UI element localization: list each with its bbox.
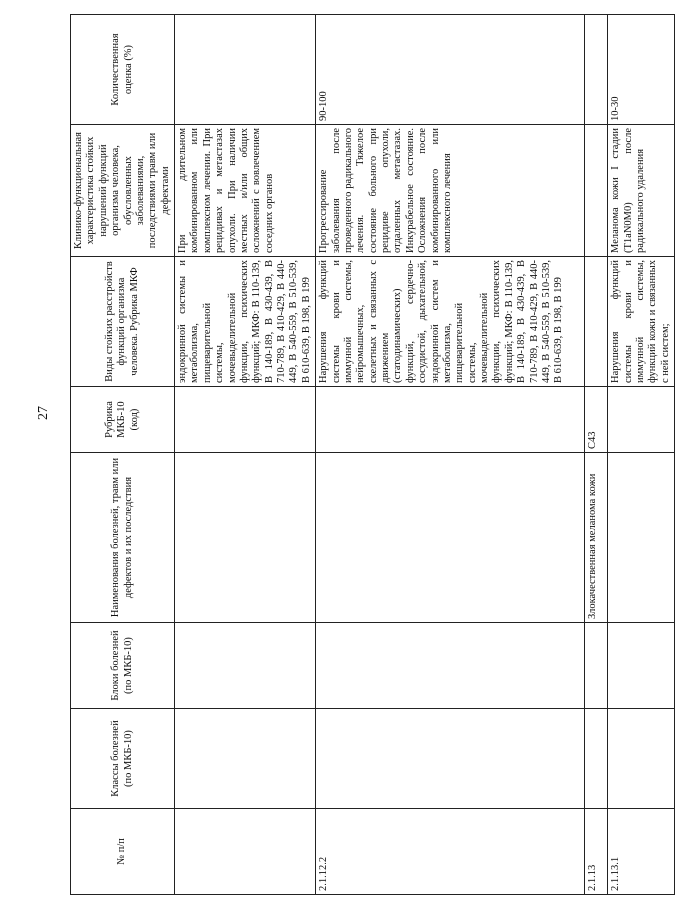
cell-classes (608, 709, 675, 809)
cell-score: 90-100 (316, 15, 585, 125)
cell-names: Злокачественная меланома кожи (585, 453, 608, 623)
cell-code (316, 387, 585, 453)
cell-score: 10-30 (608, 15, 675, 125)
disability-criteria-table (70, 14, 675, 895)
header-code: Рубрика МКБ-10 (код) (71, 387, 175, 453)
cell-blocks (608, 623, 675, 709)
cell-code: C43 (585, 387, 608, 453)
header-score: Количественная оценка (%) (71, 15, 175, 125)
cell-names (608, 453, 675, 623)
table-row (585, 15, 608, 895)
cell-blocks (585, 623, 608, 709)
cell-kinds: Нарушения функций системы крови и иммунной системы, нейромышечных, скелетных и связанных с движением (статодинамических) функций, сердечно-сосудистой, дыхательной, эндокринной систем и метаболизма, пищеварительной системы, мочевыделительной функции, психических функций; МКФ: B 110-139, B 140-189, B 430-439, B 710-789, B 410-429, B 440-449, B 540-559, B 510-539, B 610-639, B 198, B 199 (316, 257, 585, 387)
cell-kinds (585, 257, 608, 387)
cell-score (175, 15, 316, 125)
header-num: № п/п (71, 809, 175, 895)
table-row (608, 15, 675, 895)
cell-num: 2.1.13 (585, 809, 608, 895)
header-characteristics: Клинико-функциональная характеристика стойких нарушений функций организма человека, обусловленных заболеваниями, последствиями травм или дефектами (71, 125, 175, 257)
cell-kinds: Нарушения функций системы крови и иммунной системы, функций кожи и связанных с ней систем; (608, 257, 675, 387)
cell-kinds: эндокринной системы и метаболизма, пищеварительной системы, мочевыделительной функции, психических функций; МКФ: B 110-139, B 140-189, B 430-439, B 710-789, B 410-429, B 440-449, B 540-559, B 510-539, B 610-639, B 198, B 199 (175, 257, 316, 387)
cell-code (608, 387, 675, 453)
cell-num: 2.1.12.2 (316, 809, 585, 895)
cell-names (316, 453, 585, 623)
cell-code (175, 387, 316, 453)
table-row (175, 15, 316, 895)
page-number: 27 (36, 406, 51, 420)
cell-score (585, 15, 608, 125)
table-header-row (71, 15, 175, 895)
header-classes: Классы болезней (по МКБ-10) (71, 709, 175, 809)
table-row (316, 15, 585, 895)
cell-blocks (175, 623, 316, 709)
cell-names (175, 453, 316, 623)
header-kinds: Виды стойких расстройств функций организма человека. Рубрика МКФ (71, 257, 175, 387)
header-names: Наименования болезней, травм или дефектов и их последствия (71, 453, 175, 623)
cell-classes (175, 709, 316, 809)
cell-classes (585, 709, 608, 809)
cell-blocks (316, 623, 585, 709)
cell-num (175, 809, 316, 895)
cell-classes (316, 709, 585, 809)
cell-characteristics: При длительном комбинированном или комплексном лечении. При рецидивах и метастазах опухоли. При наличии местных и/или общих осложнений с вовлечением соседних органов (175, 125, 316, 257)
cell-characteristics (585, 125, 608, 257)
cell-characteristics: Меланома кожи I стадии (T1aN0M0) после радикального удаления (608, 125, 675, 257)
cell-characteristics: Прогрессирование заболевания после проведенного радикального лечения. Тяжелое состояние больного при рецидиве опухоли, отдаленных метастазах. Инкурабельное состояние. Осложнения после комбинированного или комплексного лечения (316, 125, 585, 257)
header-blocks: Блоки болезней (по МКБ-10) (71, 623, 175, 709)
table-container (70, 15, 671, 895)
cell-num: 2.1.13.1 (608, 809, 675, 895)
